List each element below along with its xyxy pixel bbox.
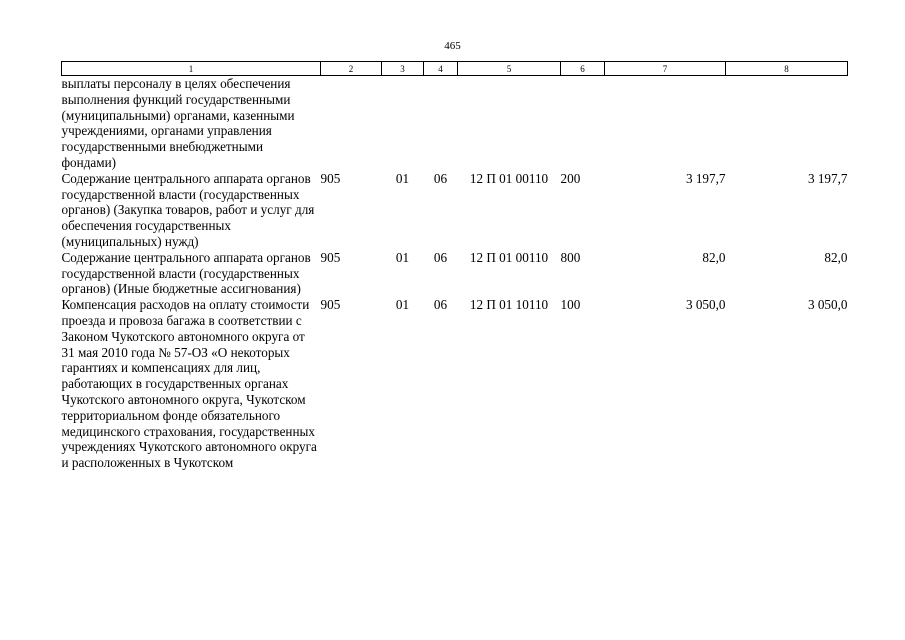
ministry-code: 905 [320, 249, 341, 265]
subsection-code: 06 [433, 170, 448, 186]
table-row [62, 171, 848, 250]
target-article-code [458, 76, 561, 171]
target-article-code: 12 П 01 00110 [469, 170, 549, 186]
table-row [62, 76, 848, 171]
amount-2: 3 197,7 [807, 170, 848, 186]
table-row [62, 250, 848, 297]
column-header: 6 [561, 62, 605, 76]
expense-type-code: 100 [560, 297, 581, 313]
section-code: 01 [395, 170, 410, 186]
subsection-code: 06 [433, 297, 448, 313]
expense-name: Содержание центрального аппарата органов государственной власти (государственных органов) (Иные бюджетные ассигнования) [61, 249, 311, 297]
amount-1: 3 050,0 [685, 297, 726, 313]
column-header: 3 [382, 62, 424, 76]
section-code [382, 76, 424, 171]
amount-1: 82,0 [702, 249, 726, 265]
amount-2 [726, 76, 848, 171]
amount-2: 3 050,0 [807, 297, 848, 313]
subsection-code [424, 76, 458, 171]
column-header: 2 [321, 62, 382, 76]
section-code: 01 [395, 297, 410, 313]
target-article-code: 12 П 01 00110 [469, 249, 549, 265]
column-header: 8 [726, 62, 848, 76]
amount-1 [605, 76, 726, 171]
page-number: 465 [444, 40, 461, 52]
table-row [62, 297, 848, 471]
column-number-header [62, 62, 848, 76]
expense-name: Содержание центрального аппарата органов государственной власти (государственных органов) (Закупка товаров, работ и услуг для обеспечения государственных (муниципальных) нужд) [61, 170, 315, 249]
amount-1: 3 197,7 [685, 170, 726, 186]
ministry-code [321, 76, 382, 171]
expense-name: выплаты персоналу в целях обеспечения выполнения функций государственными (муниципальными) органами, казенными учреждениями, органами управления государственными внебюджетными фондами) [61, 76, 295, 170]
amount-2: 82,0 [824, 249, 848, 265]
column-header: 1 [62, 62, 321, 76]
ministry-code: 905 [320, 170, 341, 186]
subsection-code: 06 [433, 249, 448, 265]
expense-type-code [561, 76, 605, 171]
expense-type-code: 800 [560, 249, 581, 265]
section-code: 01 [395, 249, 410, 265]
expense-name: Компенсация расходов на оплату стоимости проезда и провоза багажа в соответствии с Законом Чукотского автономного округа от 31 мая 2010 года № 57-ОЗ «О некоторых гарантиях и компенсациях для лиц, работающих в государственных органах Чукотского автономного округа, Чукотском территориальном фонде обязательного медицинского страхования, государственных учреждениях Чукотского автономного округа и расположенных в Чукотском [61, 297, 317, 471]
column-header: 5 [458, 62, 561, 76]
budget-table [61, 61, 848, 471]
column-header: 4 [424, 62, 458, 76]
column-header: 7 [605, 62, 726, 76]
ministry-code: 905 [320, 297, 341, 313]
expense-type-code: 200 [560, 170, 581, 186]
target-article-code: 12 П 01 10110 [469, 297, 549, 313]
